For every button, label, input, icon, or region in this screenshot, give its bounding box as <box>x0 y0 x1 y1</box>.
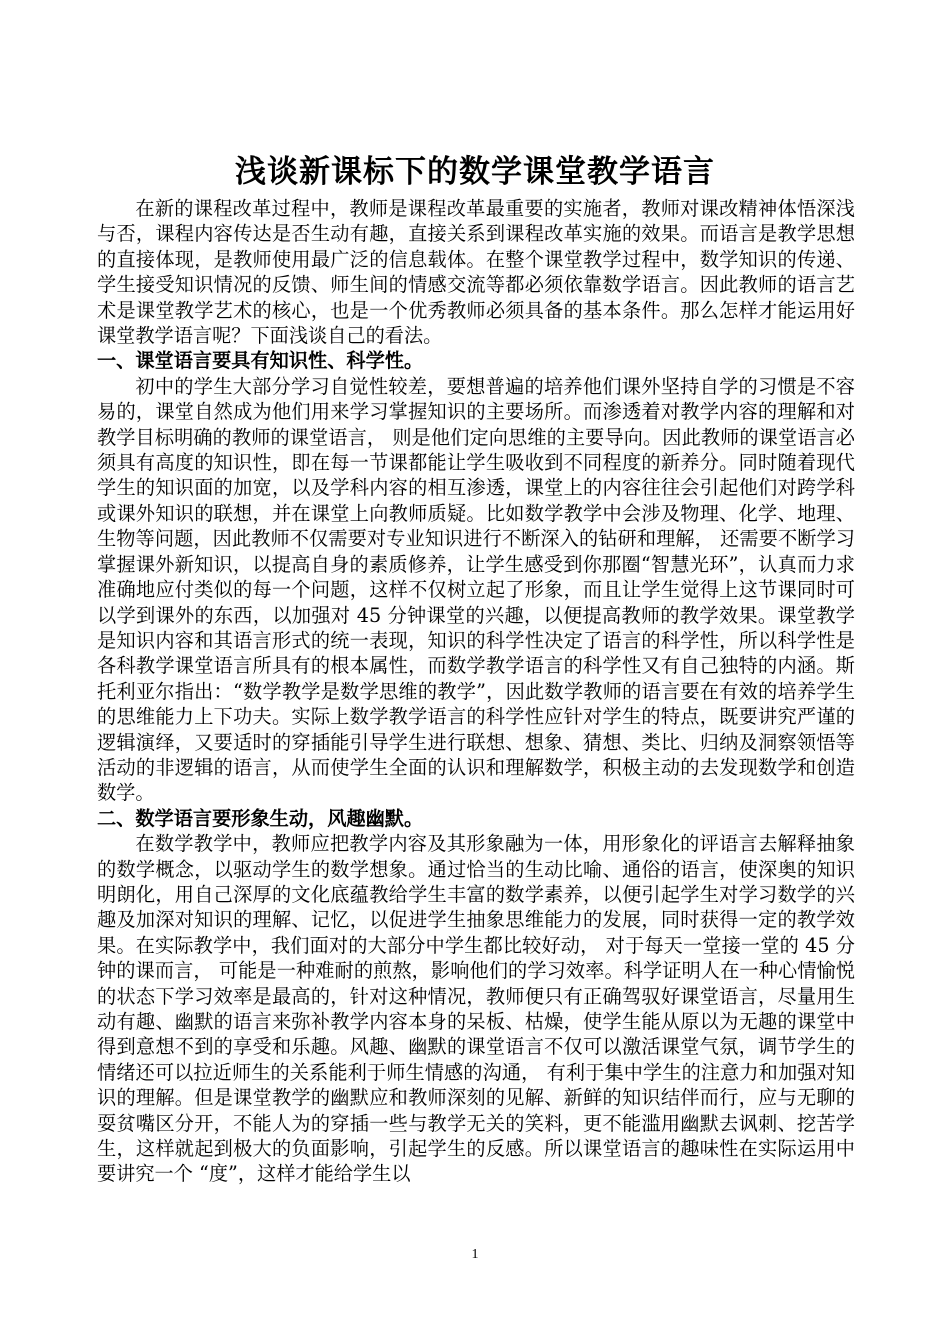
document-body <box>97 196 855 1187</box>
page-number: 1 <box>471 1247 479 1262</box>
section-heading-2: 二、数学语言要形象生动，风趣幽默。 <box>97 806 424 830</box>
section-paragraph-2: 在数学教学中，教师应把教学内容及其形象融为一体，用形象化的评语言去解释抽象的数学概念，以驱动学生的数学想象。通过恰当的生动比喻、通俗的语言，使深奥的知识明朗化，用自己深厚的文化底蕴教给学生丰富的数学素养，以便引起学生对学习数学的兴趣及加深对知识的理解、记忆，以促进学生抽象思维能力的发展，同时获得一定的教学效果。在实际教学中，我们面对的大部分中学生都比较好动， 对于每天一堂接一堂的 45 分钟的课而言， 可能是一种难耐的煎熬，影响他们的学习效率。科学证明人在一种心情愉悦的状态下学习效率是最高的，针对这种情况，教师便只有正确驾驭好课堂语言，尽量用生动有趣、幽默的语言来弥补教学内容本身的呆板、枯燥，使学生能从原以为无趣的课堂中得到意想不到的享受和乐趣。风趣、幽默的课堂语言不仅可以激活课堂气氛，调节学生的情绪还可以拉近师生的关系能利于师生情感的沟通， 有利于集中学生的注意力和加强对知识的理解。但是课堂教学的幽默应和教师深刻的见解、新鲜的知识结伴而行，应与无聊的耍贫嘴区分开，不能人为的穿插一些与教学无关的笑料，更不能滥用幽默去讽刺、挖苦学生，这样就起到极大的负面影响，引起学生的反感。所以课堂语言的趣味性在实际运用中要讲究一个 “度”，这样才能给学生以 <box>97 832 855 1186</box>
intro-paragraph: 在新的课程改革过程中，教师是课程改革最重要的实施者，教师对课改精神体悟深浅与否，课程内容传达是否生动有趣，直接关系到课程改革实施的效果。而语言是教学思想的直接体现，是教师使用最广泛的信息载体。在整个课堂教学过程中，数学知识的传递、学生接受知识情况的反馈、师生间的情感交流等都必须依靠数学语言。因此教师的语言艺术是课堂教学艺术的核心，也是一个优秀教师必须具备的基本条件。那么怎样才能运用好课堂教学语言呢？下面浅谈自己的看法。 <box>97 197 855 348</box>
section-paragraph-1: 初中的学生大部分学习自觉性较差，要想普遍的培养他们课外坚持自学的习惯是不容易的，课堂自然成为他们用来学习掌握知识的主要场所。而渗透着对教学内容的理解和对教学目标明确的教师的课堂语言， 则是他们定向思维的主要导向。因此教师的课堂语言必须具有高度的知识性，即在每一节课都能让学生吸收到不同程度的新养分。同时随着现代学生的知识面的加宽，以及学科内容的相互渗透，课堂上的内容往往会引起他们对跨学科或课外知识的联想，并在课堂上向教师质疑。比如数学教学中会涉及物理、化学、地理、生物等问题，因此教师不仅需要对专业知识进行不断深入的钻研和理解， 还需要不断学习掌握课外新知识，以提高自身的素质修养，让学生感受到你那圈“智慧光环”，认真而力求准确地应付类似的每一个问题，这样不仅树立起了形象，而且让学生觉得上这节课同时可以学到课外的东西，以加强对 45 分钟课堂的兴趣，以便提高教师的教学效果。课堂教学是知识内容和其语言形式的统一表现，知识的科学性决定了语言的科学性，所以科学性是各科教学课堂语言所具有的根本属性，而数学教学语言的科学性又有自己独特的内涵。斯托利亚尔指出：“数学教学是数学思维的教学”，因此数学教师的语言要在有效的培养学生的思维能力上下功夫。实际上数学教学语言的科学性应针对学生的特点，既要讲究严谨的逻辑演绎，又要适时的穿插能引导学生进行联想、想象、猜想、类比、归纳及洞察领悟等活动的非逻辑的语言，从而使学生全面的认识和理解数学，积极主动的去发现数学和创造数学。 <box>97 374 855 805</box>
document-title: 浅谈新课标下的数学课堂教学语言 <box>235 154 715 190</box>
section-heading-1: 一、课堂语言要具有知识性、科学性。 <box>97 349 424 373</box>
